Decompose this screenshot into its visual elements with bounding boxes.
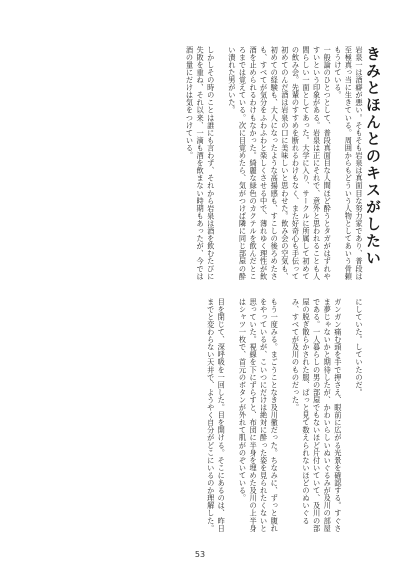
upper-text-column [64, 46, 364, 282]
paragraph: 一般論のひとつとして、普段真面目な人間ほど酔うとタガがはずれやすいという印象がある。岩泉は正にそれで、意外と思われることも人間らしい一面としてあった。大学に入り、サークルに所属して初めての飲み会。先輩のすすめを断れるわけもなく、また好奇心も手伝って初めてのんだ酒は岩泉の口に美味しいと思わせた。飲み会の空気も、初めての経験も、大人になったような高揚感も、すこしの後ろめたさも、すべてが気分をふわふわと楽しくさせる中で、薄れゆく理性が飲酒を止められるわけもなかった。綺麗な緑色のカクテルを飲んだところまでは覚えている。次に目覚めたら、気がつけば隣に同じ部屋の酔い潰れた男がいた。 [227, 46, 333, 281]
paragraph-gap [343, 298, 354, 534]
paragraph: もう一度みる。まごうことなき及川徹だった。ちなみに、ずっと腹れをやっているが、こいつにだけは絶対に酔った姿を見られたくないと思っていた。視線を下にずらすと、布団に半身を埋めた及川の上半身はシャツ一枚で、首元のボタンが外れて肌がのぞいている。 [238, 298, 280, 533]
paragraph: 目を閉じて、深呼吸を一回した。目を開ける。そこにあるのは、昨日までと変わらない天井で、ようやく自分がどこにいるのか理解した。 [206, 298, 227, 533]
paragraph: にしていた。していたのだ。 [355, 298, 364, 397]
paragraph: 岩泉一は酒癖が悪い。そもそも岩泉は真面目な努力家であり、普段は至極真っ当に生きている。周囲からもどういう人物としてあいう骨頼もうけている。 [333, 46, 364, 281]
story-title: きみとほんとのキスがしたい [364, 46, 382, 267]
paragraph: しかしその時のことは誰にも言わず、それから岩泉は酒を飲むたびに失敗を重ね、それ以来、一滴も酒を飲まない時期もあったが、今では酒の量にだけは気をつけている。 [185, 46, 216, 281]
paragraph: ガンガン痛む頭を手で押さえ、眼前に広がる光景を確認する。すぐさま夢じゃないかと期待したが、かわいらしいぬいぐるみが及川の部屋である。一人暮らしの男の部屋でもないほど片付いていて、及川の部屋の脱ぎ散らかされた服、ぱっと見て数えられないほどのぬいぐるみ、すべてが及川のものだった。 [291, 298, 343, 533]
paragraph-gap [226, 298, 237, 534]
paragraph-gap [279, 298, 290, 534]
paragraph-gap [216, 46, 227, 282]
page-number: 53 [194, 550, 206, 559]
lower-text-column [64, 298, 364, 534]
